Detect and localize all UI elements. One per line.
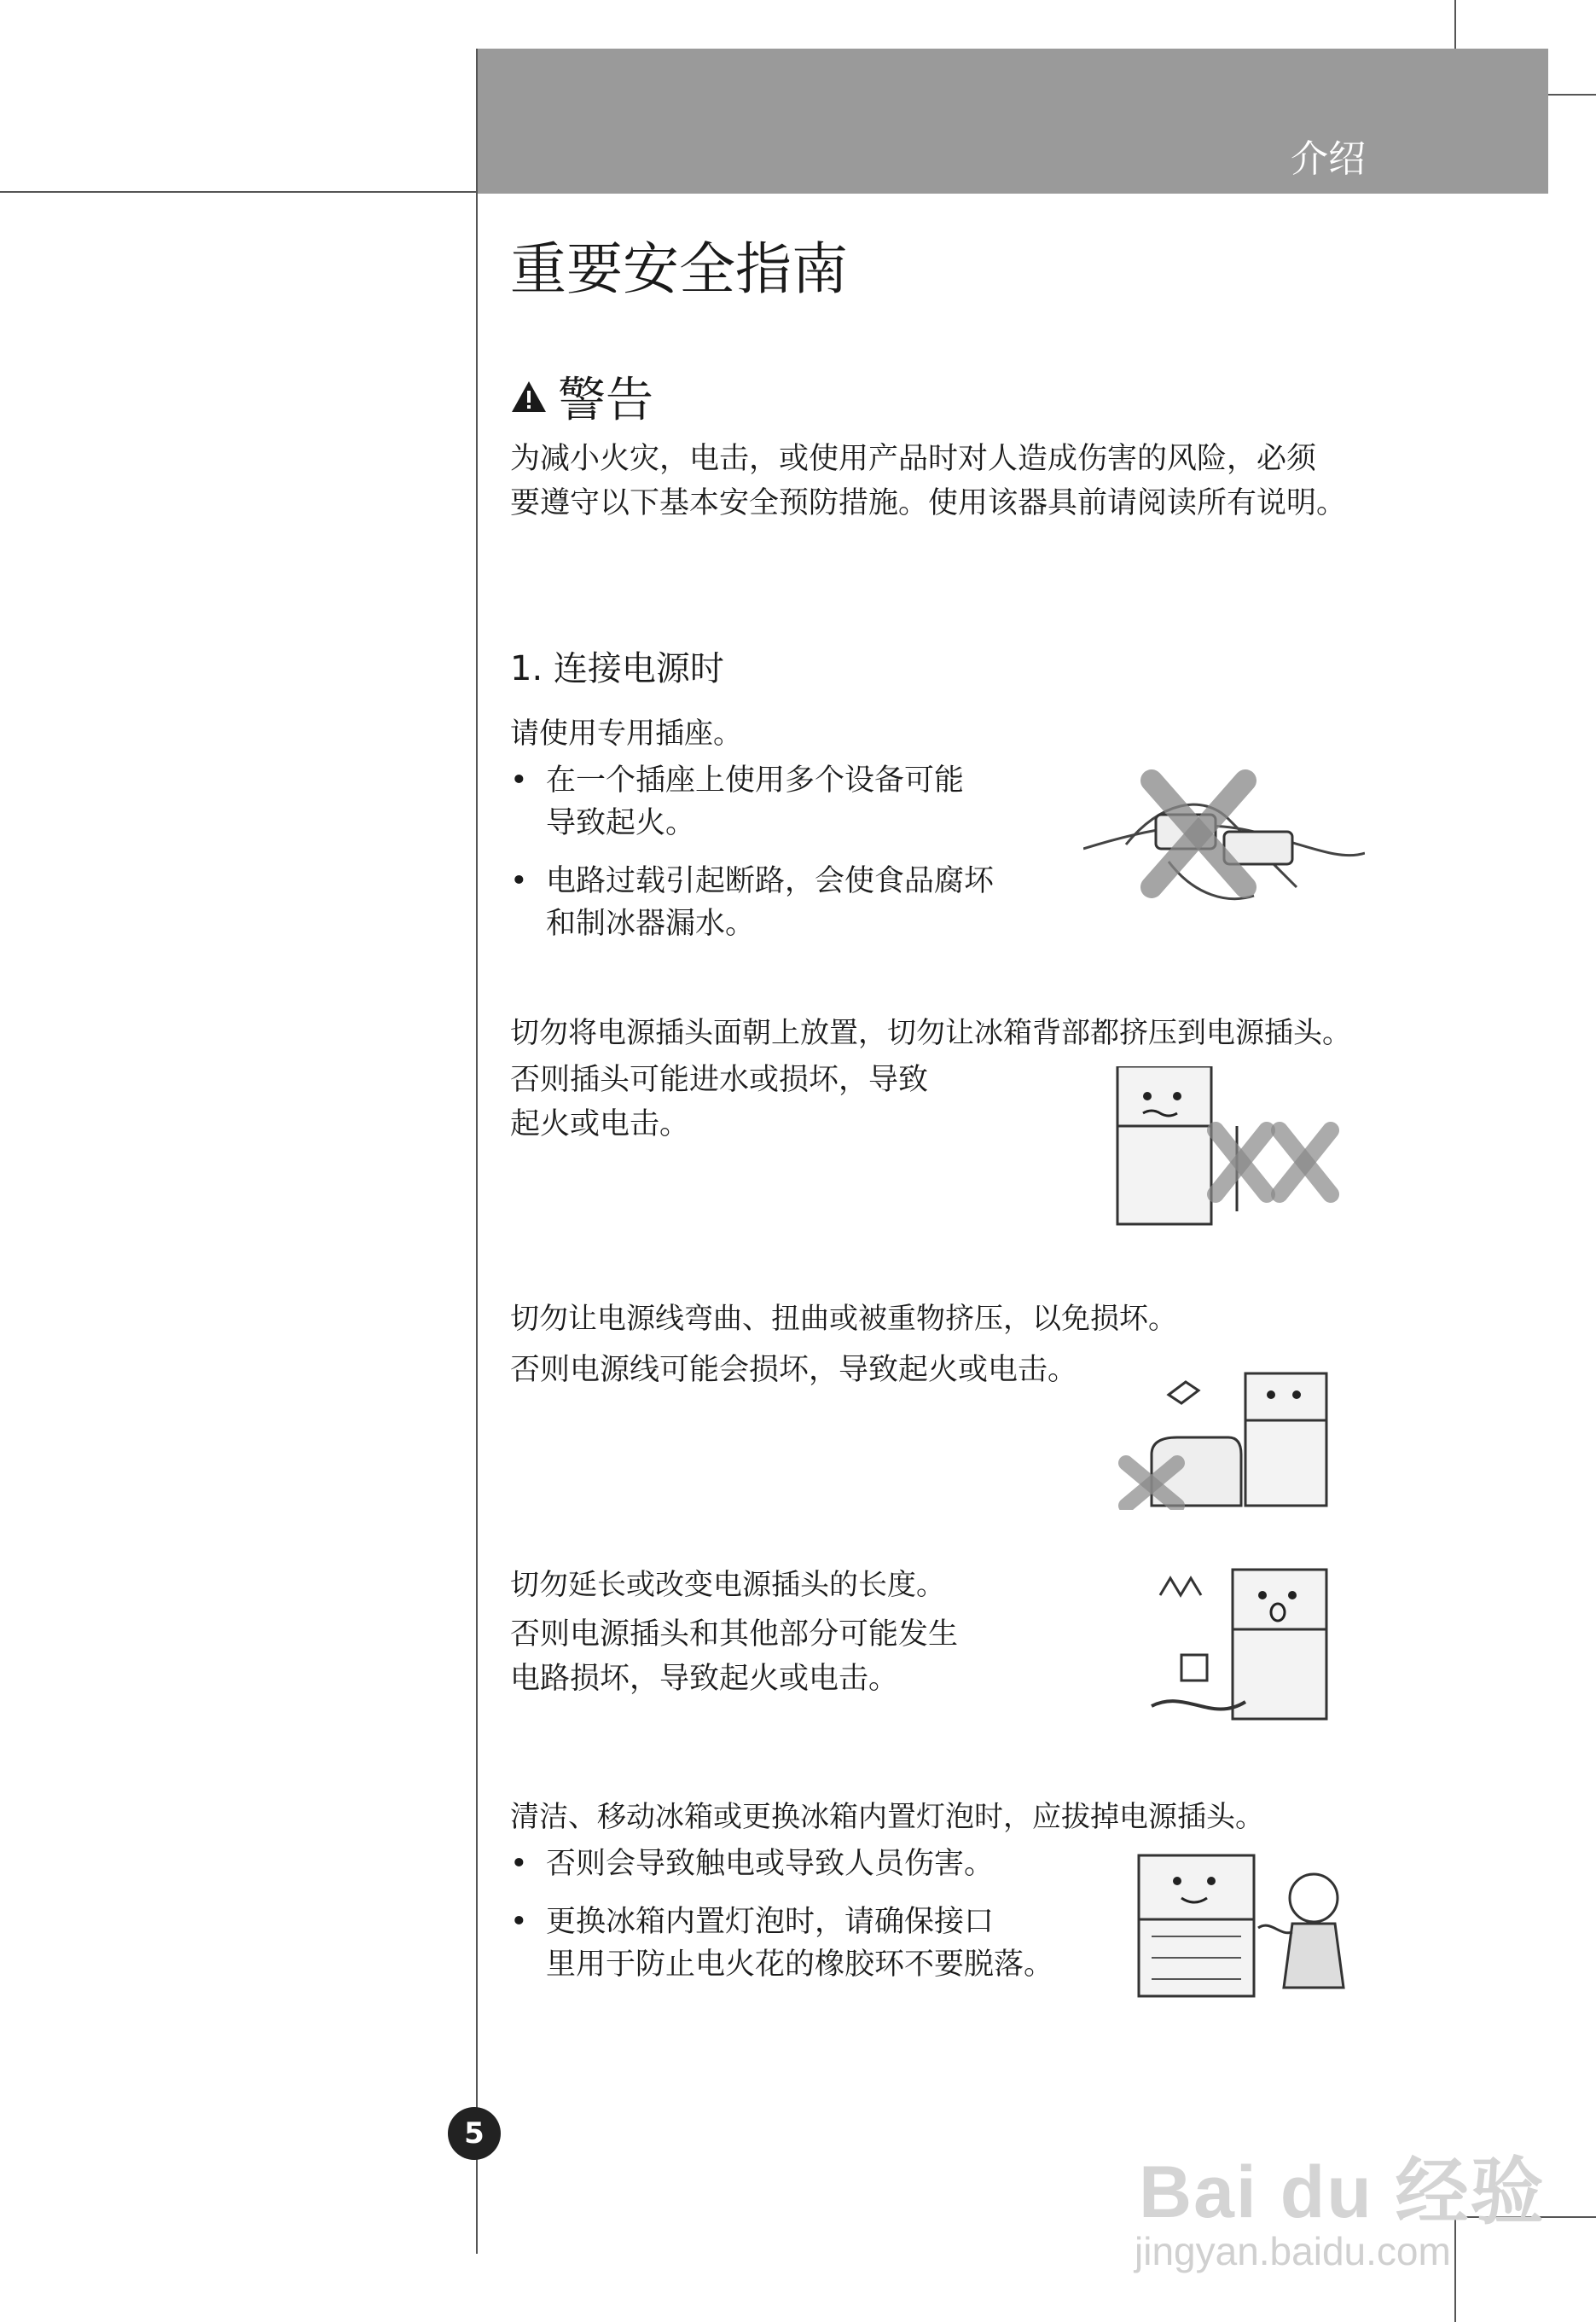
header-label: 介绍	[1291, 137, 1366, 181]
item-subhead: 切勿延长或改变电源插头的长度。	[510, 1568, 945, 1602]
bullet-item: • 否则会导致触电或导致人员伤害。	[510, 1843, 1124, 1885]
bullet-list	[510, 1843, 1124, 2001]
warning-text	[510, 437, 1346, 525]
multi-plug-illustration	[1083, 768, 1365, 913]
watermark-logo: Bai du 经验	[1139, 2151, 1546, 2233]
unplug-before-cleaning-illustration	[1130, 1851, 1361, 2000]
item-text: 否则电源插头和其他部分可能发生 电路损坏，导致起火或电击。	[510, 1617, 959, 1696]
cord-crushed-illustration	[1117, 1369, 1339, 1510]
prohibited-x-icon	[1216, 1130, 1267, 1194]
item-text: 否则插头可能进水或损坏，导致 起火或电击。	[510, 1063, 929, 1141]
item-subhead: 请使用专用插座。	[510, 717, 742, 751]
plug-extension-illustration	[1143, 1561, 1339, 1723]
bullet-item: • 电路过载引起断路，会使食品腐坏 和制冰器漏水。	[510, 860, 1056, 945]
bullet-list	[510, 759, 1056, 961]
warning-heading	[510, 363, 653, 431]
item-text: 否则电源线可能会损坏，导致起火或电击。	[510, 1353, 1078, 1387]
bullet-item: • 在一个插座上使用多个设备可能 导致起火。	[510, 759, 1056, 845]
crop-line-top-left	[0, 191, 478, 193]
prohibited-x-icon	[1280, 1130, 1331, 1194]
margin-line-left	[476, 49, 478, 2254]
item-subhead: 清洁、移动冰箱或更换冰箱内置灯泡时，应拔掉电源插头。	[510, 1800, 1264, 1834]
bullet-item: • 更换冰箱内置灯泡时，请确保接口 里用于防止电火花的橡胶环不要脱落。	[510, 1901, 1124, 1986]
page-number: 5	[448, 2107, 501, 2160]
crop-line-top-right	[1454, 0, 1456, 49]
warning-text-line: 为减小火灾，电击，或使用产品时对人造成伤害的风险，必须	[510, 442, 1317, 476]
warning-label: 警告	[558, 373, 653, 428]
watermark-url: jingyan.baidu.com	[1135, 2229, 1451, 2273]
page-title: 重要安全指南	[510, 236, 848, 302]
item-subhead: 切勿让电源线弯曲、扭曲或被重物挤压，以免损坏。	[510, 1302, 1177, 1336]
fridge-plug-illustration	[1109, 1066, 1339, 1228]
item-subhead: 切勿将电源插头面朝上放置，切勿让冰箱背部都挤压到电源插头。	[510, 1016, 1351, 1050]
section-heading: 1. 连接电源时	[510, 649, 724, 688]
header-band	[478, 49, 1548, 194]
warning-triangle-icon	[510, 380, 548, 414]
warning-text-line: 要遵守以下基本安全预防措施。使用该器具前请阅读所有说明。	[510, 486, 1347, 520]
